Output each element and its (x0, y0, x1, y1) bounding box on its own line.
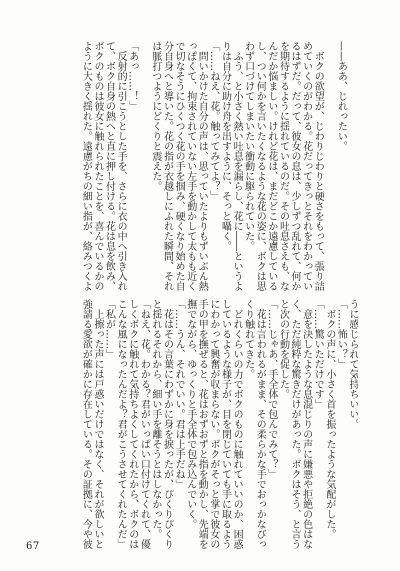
lower-text-line: 「……じゃあ、手全体で包んでみて？」 (265, 299, 277, 479)
lower-text-line: 「ねえ、花。わかる？君がいっぱい口付けてくれて、優 (138, 299, 150, 549)
lower-text-line: ボクの声に、小さく首を振ったような気配がした。 (323, 299, 335, 539)
lower-text-line: く、ただ純粋な驚きだけがあった。ボクはそう、と言う (289, 299, 301, 549)
lower-text-line: しくボクに触れて気持ちよくしてくれたから、ボクのは (126, 299, 138, 549)
lower-text-line: 強請る愛欲が確かに存在している。その証拠に、今や彼 (80, 299, 92, 549)
lower-text-line: うに感じられて気持ちいい。 (347, 299, 358, 429)
upper-text-line: ——ああ、じれったい。 (335, 41, 347, 151)
page-number: 67 (26, 541, 40, 552)
upper-text-line: ボクの欲望が、じわりじわりと硬さをもって、張り詰 (312, 41, 324, 291)
upper-text-line: 分自身へと導いた。花の指が衣越しにふれた瞬間、それ (161, 41, 173, 291)
lower-text-line: 「……うん、それでいい。君は上手だね」 (173, 299, 185, 489)
lower-text-line: こんな風になったんだよ？君がこうさせてくれたんだ」 (115, 299, 127, 549)
upper-text-line: で切なそうにひくつく花の手を掴み、硬くなり始めた自 (173, 41, 185, 291)
lower-text-block (80, 299, 358, 551)
lower-text-line: 手の甲を撫ぜると、花はおずおずと指を動かし、先端を (196, 299, 208, 549)
lower-text-line: 花は言われるがまま、その柔らかな手でおっかなびっ (254, 299, 266, 549)
upper-text-line: んだか悩ましい。けれど花は、まだどこか遠慮している (265, 41, 277, 291)
upper-text-line: を期待するように揺れているのだ。その吐息さえも、な (277, 41, 289, 291)
lower-text-line: と揺れるそれから、細い手を離そうとはしなかった。 (149, 299, 161, 539)
blank-line (138, 41, 150, 293)
lower-text-line: にわかって興奮が収まらない。ボクがそっと掌で彼女の (207, 299, 219, 549)
upper-text-line: わず口づけてしまいたい衝動に駆られていた。 (242, 41, 254, 251)
upper-text-line: 「あっ……！」 (126, 41, 138, 111)
upper-text-line: りは自分に助け舟を出すように、そっと囁く。 (219, 41, 231, 251)
lower-text-line: くり触れてきた。 (242, 299, 254, 379)
upper-text-line: るはずだ。だって、彼女の息は、少しずつ乱れて、何か (289, 41, 301, 291)
upper-text-line: 反射的に引こうとした手を、さらに衣の中へ引き入れ (115, 41, 127, 291)
upper-text-block (80, 41, 358, 293)
lower-text-line: 意を決したような息混じりの声に嫌悪や拒絶の色はな (300, 299, 312, 549)
lower-text-line: どれくらいの力でボクのものに触れていいのか、困惑 (231, 299, 243, 549)
blank-line (346, 41, 358, 293)
lower-text-line: 撫でながら、ゆっくりと手全体で包み込んでいく。 (184, 299, 196, 529)
upper-text-line: ボクのものは彼女に触れられたことを、喜んでいるかの (91, 41, 103, 291)
blank-line (323, 41, 335, 293)
upper-text-line: 問いかけた自分の声は、思っていたよりもずいぶん熱 (196, 41, 208, 291)
lower-text-line: 「私が……」 (103, 299, 115, 359)
lower-text-line: しているような様子が、目を閉じていても手に取るよう (219, 299, 231, 549)
upper-text-line: ふう、と小さく熱い吐息を漏らし、花に――というよ (231, 41, 243, 291)
lower-text-line: 上擦った声には戸惑いだけではなく、それが欲しいと (91, 299, 103, 549)
upper-text-line: て、ボク自身の熱へと直に押し付ける。花は息を飲み、 (103, 41, 115, 291)
upper-text-line: 「……ねえ、花。触ってみてよ？」 (207, 41, 219, 201)
lower-text-line: 「……怖い？」 (335, 299, 347, 369)
lower-text-line: と次の行動を促した。 (277, 299, 289, 399)
upper-text-line: は脈打つようにどくりと震えた。 (149, 41, 161, 191)
upper-text-line: っぽくて、拘束されていない左手を動かして太もも近く (184, 41, 196, 291)
upper-text-line: ように大きく揺れた。遠慮がちの細い指が、絡みつくよ (80, 41, 92, 291)
lower-text-line: 花はその言葉にわずかに身を捩ったが、ぴくりぴくり (161, 299, 173, 549)
upper-text-line: めていくのがわかる。花だってきっとそれをわかってい (300, 41, 312, 291)
lower-text-line: 「……驚いただけです」 (312, 299, 324, 409)
upper-text-line: し、つい何かを言いたくなるような花の姿に、ボクは思 (254, 41, 266, 291)
